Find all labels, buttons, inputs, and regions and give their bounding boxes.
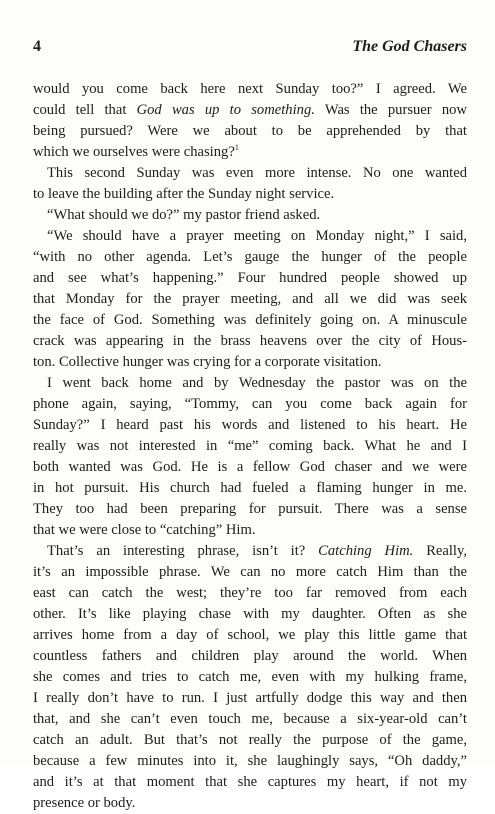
text-segment: That’s an interesting phrase, isn’t it? bbox=[47, 543, 319, 559]
text-segment: because a few minutes into it, she laughingly says, “Oh daddy,” bbox=[33, 753, 467, 769]
text-line bbox=[33, 499, 467, 520]
text-line bbox=[33, 100, 467, 121]
text-segment: This second Sunday was even more intense. No one wanted bbox=[47, 165, 467, 181]
text-segment: arrives home from a day of school, we play this little game that bbox=[33, 627, 467, 643]
text-segment: “We should have a prayer meeting on Monday night,” I said, bbox=[47, 228, 467, 244]
text-line bbox=[33, 709, 467, 730]
text-segment: that Monday for the prayer meeting, and all we did was seek bbox=[33, 291, 467, 307]
text-segment: the face of God. Something was definitely going on. A minuscule bbox=[33, 312, 467, 328]
text-line bbox=[33, 331, 467, 352]
text-line bbox=[33, 772, 467, 793]
italic-text: Catching Him. bbox=[318, 543, 414, 559]
text-segment: in hot pursuit. His church had fueled a flaming hunger in me. bbox=[33, 480, 467, 496]
text-segment: “What should we do?” my pastor friend asked. bbox=[47, 207, 321, 223]
text-line bbox=[33, 646, 467, 667]
text-line bbox=[33, 625, 467, 646]
text-segment: that we were close to “catching” Him. bbox=[33, 522, 256, 538]
text-segment: phone again, saying, “Tommy, can you come back again for bbox=[33, 396, 467, 412]
text-line bbox=[33, 436, 467, 457]
text-line bbox=[33, 667, 467, 688]
text-line bbox=[33, 163, 467, 184]
text-segment: it’s an impossible phrase. We can no more catch Him than the bbox=[33, 564, 467, 580]
text-segment: and see what’s happening.” Four hundred people showed up bbox=[33, 270, 467, 286]
text-segment: presence or body. bbox=[33, 795, 136, 811]
text-line bbox=[33, 583, 467, 604]
text-line bbox=[33, 247, 467, 268]
text-segment: other. It’s like playing chase with my daughter. Often as she bbox=[33, 606, 467, 622]
text-line bbox=[33, 688, 467, 709]
text-segment: “with no other agenda. Let’s gauge the hunger of the people bbox=[33, 249, 467, 265]
book-title: The God Chasers bbox=[352, 38, 467, 55]
text-segment: to leave the building after the Sunday night service. bbox=[33, 186, 335, 202]
text-segment: east can catch the west; they’re too far removed from each bbox=[33, 585, 467, 601]
text-line bbox=[33, 457, 467, 478]
body-text bbox=[33, 79, 467, 814]
text-segment: really was not interested in “me” coming back. What he and I bbox=[33, 438, 467, 454]
text-segment: Sunday?” I heard past his words and listened to his heart. He bbox=[33, 417, 467, 433]
text-line bbox=[33, 562, 467, 583]
text-line bbox=[33, 730, 467, 751]
italic-text: God was up to something. bbox=[136, 102, 315, 118]
text-line bbox=[33, 520, 467, 541]
text-segment: both wanted was God. He is a fellow God chaser and we were bbox=[33, 459, 467, 475]
footnote-marker: 1 bbox=[234, 143, 239, 152]
text-line bbox=[33, 541, 467, 562]
text-line bbox=[33, 373, 467, 394]
text-segment: being pursued? Were we about to be apprehended by that bbox=[33, 123, 467, 139]
text-line bbox=[33, 268, 467, 289]
text-segment: I really don’t have to run. I just artfully dodge this way and then bbox=[33, 690, 467, 706]
text-segment: she comes and tries to catch me, even with my hulking frame, bbox=[33, 669, 467, 685]
text-line bbox=[33, 289, 467, 310]
text-line bbox=[33, 394, 467, 415]
text-line bbox=[33, 205, 467, 226]
text-line bbox=[33, 352, 467, 373]
text-line bbox=[33, 310, 467, 331]
page-number: 4 bbox=[33, 38, 41, 55]
text-segment: catch an adult. But that’s not really the purpose of the game, bbox=[33, 732, 467, 748]
text-line bbox=[33, 793, 467, 814]
text-segment: crack was appearing in the brass heavens over the city of Hous- bbox=[33, 333, 467, 349]
text-line bbox=[33, 478, 467, 499]
running-head bbox=[33, 38, 467, 60]
text-line bbox=[33, 604, 467, 625]
text-segment: which we ourselves were chasing? bbox=[33, 144, 235, 160]
text-segment: ton. Collective hunger was crying for a corporate visitation. bbox=[33, 354, 382, 370]
text-segment: that, and she can’t even touch me, because a six-year-old can’t bbox=[33, 711, 467, 727]
text-segment: They too had been preparing for pursuit. There was a sense bbox=[33, 501, 467, 517]
text-line bbox=[33, 226, 467, 247]
text-line bbox=[33, 415, 467, 436]
text-line bbox=[33, 79, 467, 100]
text-line bbox=[33, 184, 467, 205]
text-line bbox=[33, 142, 467, 163]
text-line bbox=[33, 121, 467, 142]
text-segment: and it’s at that moment that she captures my heart, if not my bbox=[33, 774, 467, 790]
text-segment: would you come back here next Sunday too?” I agreed. We bbox=[33, 81, 467, 97]
text-segment: countless fathers and children play around the world. When bbox=[33, 648, 467, 664]
text-segment: Really, bbox=[413, 543, 467, 559]
text-segment: could tell that bbox=[33, 102, 137, 118]
text-segment: Was the pursuer now bbox=[314, 102, 467, 118]
text-line bbox=[33, 751, 467, 772]
text-segment: I went back home and by Wednesday the pastor was on the bbox=[47, 375, 467, 391]
